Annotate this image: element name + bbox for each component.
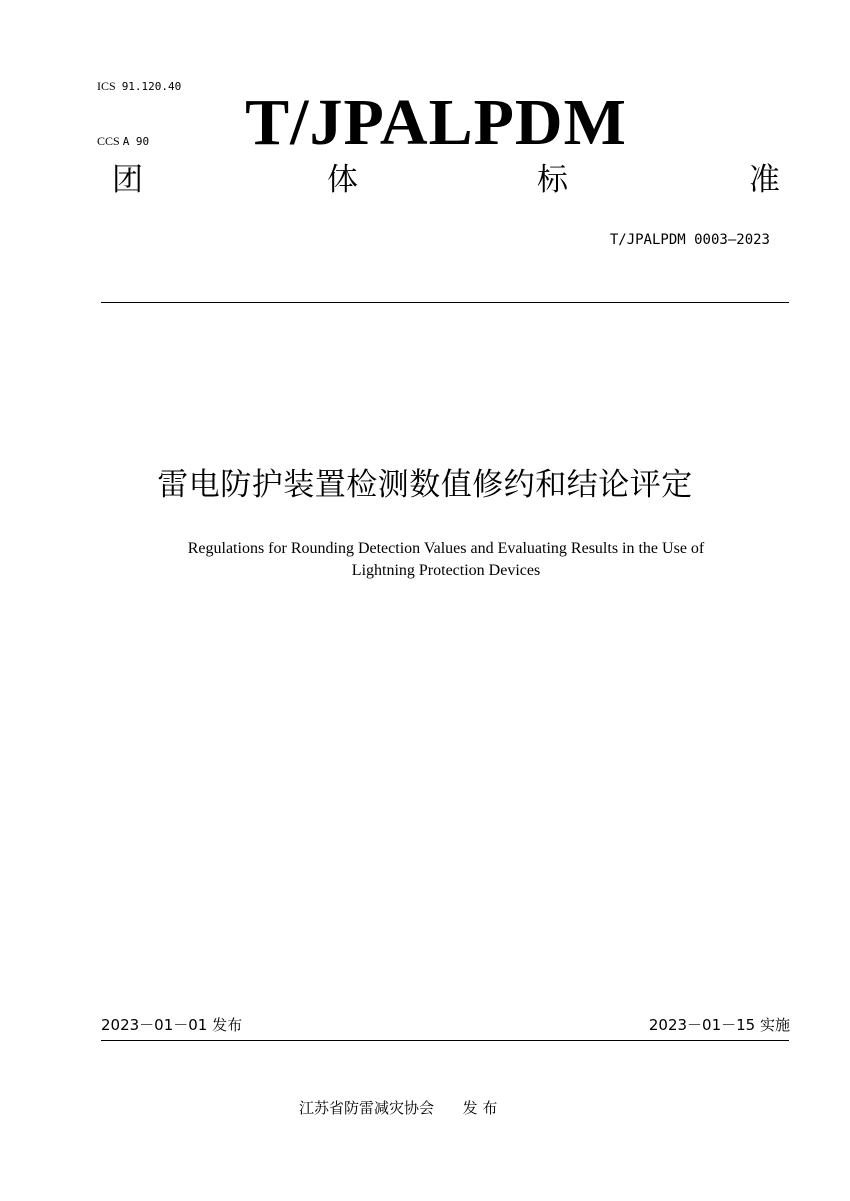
category-char-2: 体 [327,162,358,198]
footer-divider [101,1040,789,1041]
category-char-1: 团 [112,162,143,198]
header-divider [101,302,789,303]
english-title-line-1: Regulations for Rounding Detection Values and Evaluating Results in the Use of [187,540,705,557]
document-title-english [110,538,782,582]
ics-label: ICS [97,79,116,93]
standard-number: T/JPALPDM 0003—2023 [609,232,770,248]
ccs-label: CCS [97,134,120,148]
publisher-line [299,1096,497,1120]
publisher-organization: 江苏省防雷减灾协会 [299,1099,435,1117]
implementation-date: 2023－01－15 实施 [648,1016,790,1034]
english-title-line-2: Lightning Protection Devices [351,562,541,579]
category-char-3: 标 [537,162,568,198]
document-title-chinese: 雷电防护装置检测数值修约和结论评定 [157,467,693,503]
ccs-value: A 90 [122,135,150,148]
release-date: 2023－01－01 发布 [101,1016,243,1034]
standard-prefix-heading: T/JPALPDM [245,86,627,159]
ics-value: 91.120.40 [121,80,182,93]
category-char-4: 准 [749,162,780,198]
publisher-action: 发 布 [462,1099,498,1117]
